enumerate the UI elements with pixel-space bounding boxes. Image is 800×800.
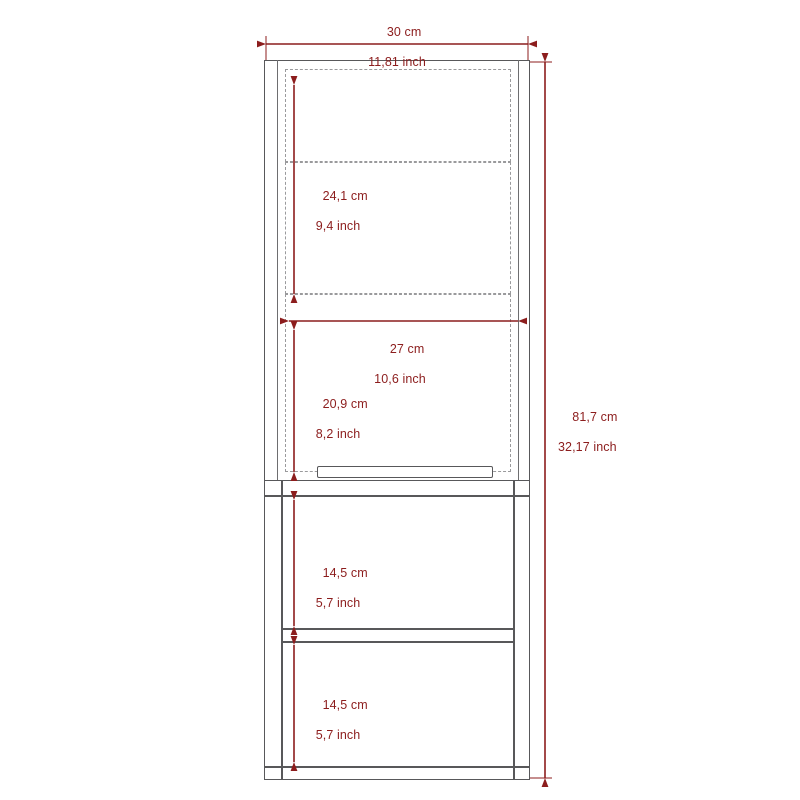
label-overall-height-metric: 81,7 cm (572, 410, 618, 424)
label-third-compartment-imperial: 5,7 inch (315, 596, 361, 610)
label-fourth-compartment (283, 683, 393, 773)
lower-top-board (264, 495, 530, 497)
label-overall-height (558, 395, 648, 485)
label-third-compartment (283, 551, 393, 641)
label-overall-width-metric: 30 cm (386, 25, 422, 39)
lower-right-panel-edge (513, 480, 515, 780)
label-upper-compartment-metric: 24,1 cm (322, 189, 368, 203)
label-overall-width (337, 10, 457, 100)
label-fourth-compartment-imperial: 5,7 inch (315, 728, 361, 742)
cabinet-right-inner-edge (518, 60, 519, 482)
label-second-compartment-metric: 20,9 cm (322, 397, 368, 411)
cabinet-left-inner-edge (277, 60, 278, 482)
label-second-compartment-imperial: 8,2 inch (315, 427, 361, 441)
label-upper-compartment (283, 174, 393, 264)
label-inner-width-metric: 27 cm (389, 342, 425, 356)
label-third-compartment-metric: 14,5 cm (322, 566, 368, 580)
label-fourth-compartment-metric: 14,5 cm (322, 698, 368, 712)
label-inner-width-imperial: 10,6 inch (374, 372, 426, 386)
label-overall-width-imperial: 11,81 inch (368, 55, 426, 69)
label-upper-compartment-imperial: 9,4 inch (315, 219, 361, 233)
label-second-compartment (283, 382, 393, 472)
label-overall-height-imperial: 32,17 inch (558, 440, 617, 454)
dimline-overall-height (530, 62, 552, 778)
lower-middle-shelf-bottom (281, 641, 514, 643)
